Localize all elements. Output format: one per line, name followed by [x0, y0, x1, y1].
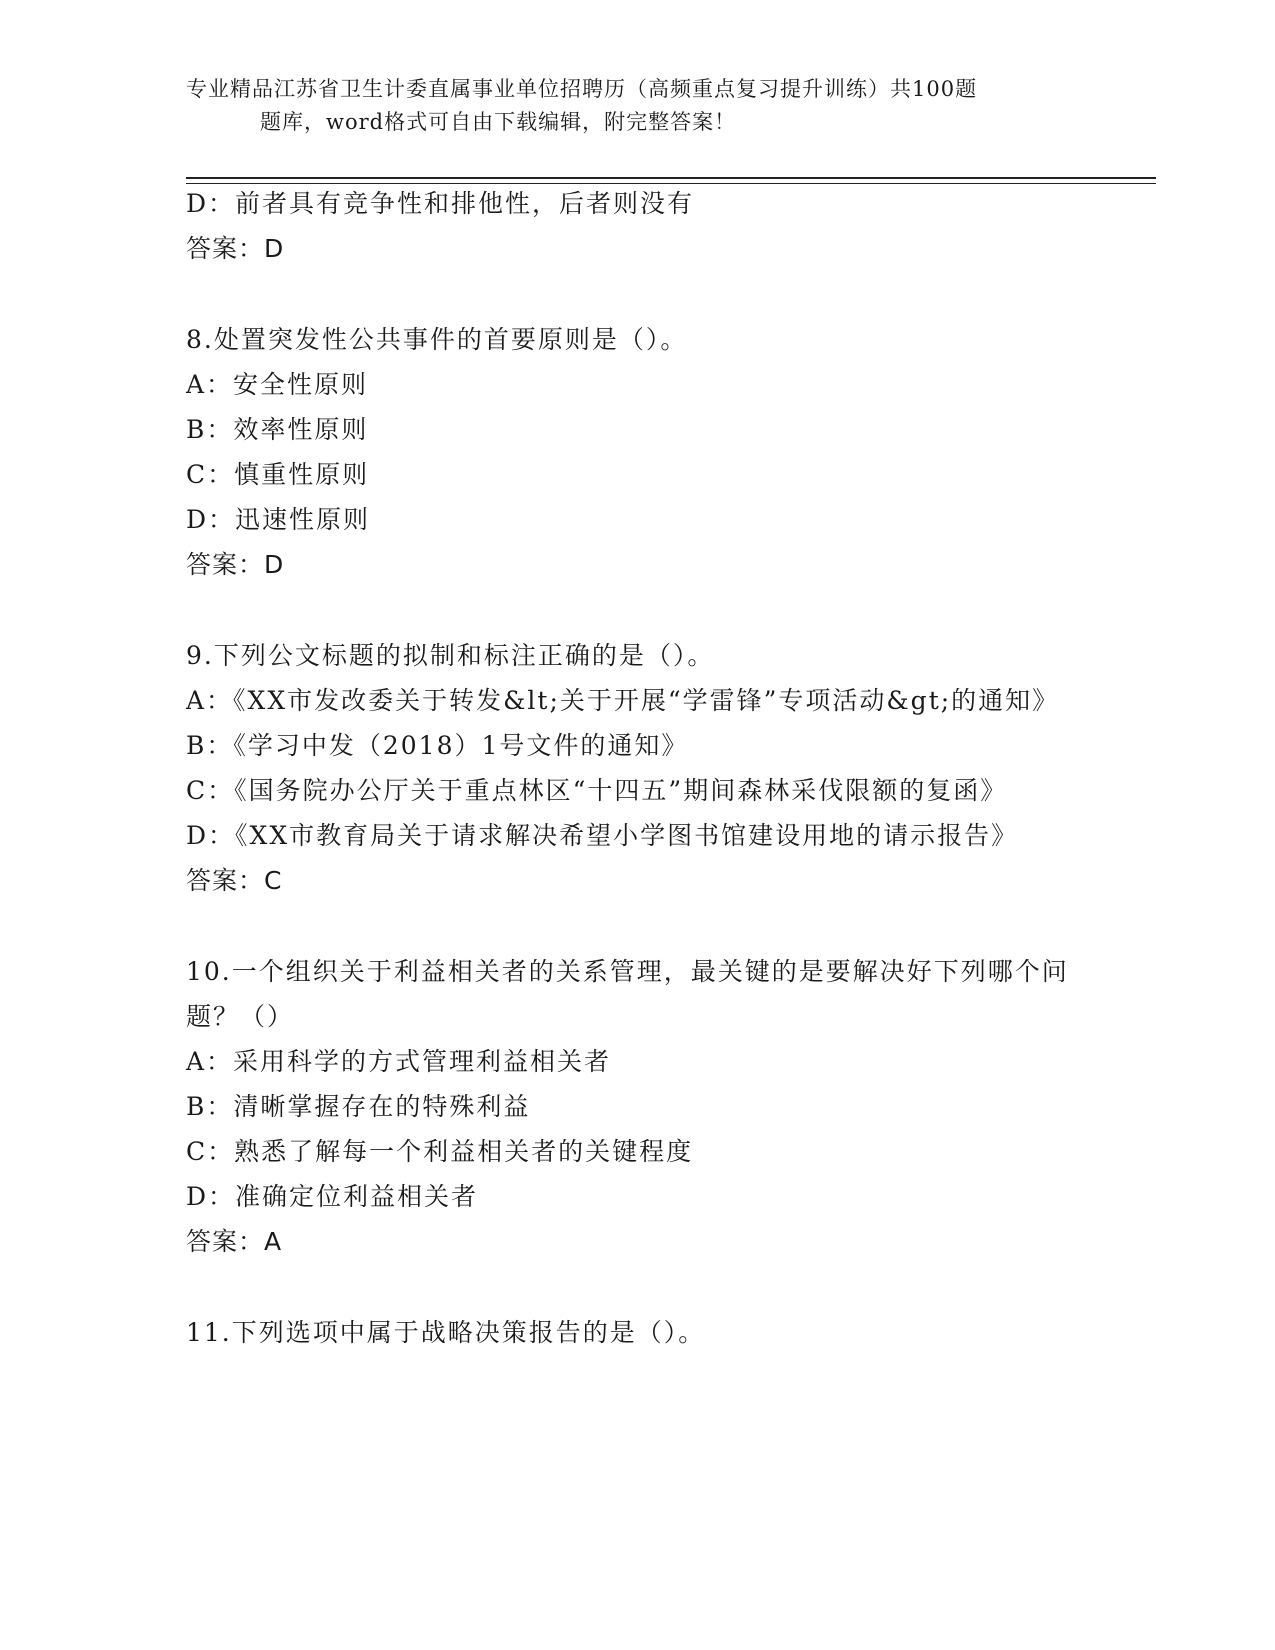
question-spacer [186, 587, 1086, 633]
q9-question: 9.下列公文标题的拟制和标注正确的是（）。 [186, 641, 715, 670]
q10-option-b: B：清晰掌握存在的特殊利益 [186, 1092, 531, 1121]
q10-question: 10.一个组织关于利益相关者的关系管理，最关键的是要解决好下列哪个问题？（） [186, 957, 1069, 1031]
q8-question: 8.处置突发性公共事件的首要原则是（）。 [186, 325, 688, 354]
header-title-line2: 题库，word格式可自由下载编辑，附完整答案！ [260, 110, 737, 134]
q8-option-d: D：迅速性原则 [186, 505, 371, 534]
question-spacer [186, 1264, 1086, 1310]
q11-question: 11.下列选项中属于战略决策报告的是（）。 [186, 1318, 706, 1347]
question-list [186, 181, 1086, 1355]
header-divider-thick [186, 177, 1156, 179]
q10-option-c: C：熟悉了解每一个利益相关者的关键程度 [186, 1137, 694, 1166]
q9-answer: 答案：C [186, 866, 283, 895]
q8-option-b: B：效率性原则 [186, 415, 369, 444]
q7-answer: 答案：D [186, 234, 285, 263]
question-spacer [186, 271, 1086, 317]
q9-option-d: D：《XX市教育局关于请求解决希望小学图书馆建设用地的请示报告》 [186, 821, 1019, 850]
q8-option-c: C：慎重性原则 [186, 460, 370, 489]
header-title-line1: 专业精品江苏省卫生计委直属事业单位招聘历（高频重点复习提升训练）共100题 [186, 77, 978, 101]
q7-option-d: D：前者具有竞争性和排他性，后者则没有 [186, 189, 695, 218]
question-spacer [186, 903, 1086, 949]
q10-answer: 答案：A [186, 1227, 283, 1256]
q9-option-c: C：《国务院办公厅关于重点林区“十四五”期间森林采伐限额的复函》 [186, 776, 1008, 805]
q9-option-b: B：《学习中发（2018）1号文件的通知》 [186, 731, 689, 760]
q10-option-a: A：采用科学的方式管理利益相关者 [186, 1047, 612, 1076]
q8-option-a: A：安全性原则 [186, 370, 369, 399]
q10-option-d: D：准确定位利益相关者 [186, 1182, 479, 1211]
q8-answer: 答案：D [186, 550, 285, 579]
document-header [186, 73, 1086, 139]
q9-option-a: A：《XX市发改委关于转发&lt;关于开展“学雷锋”专项活动&gt;的通知》 [186, 686, 1060, 715]
